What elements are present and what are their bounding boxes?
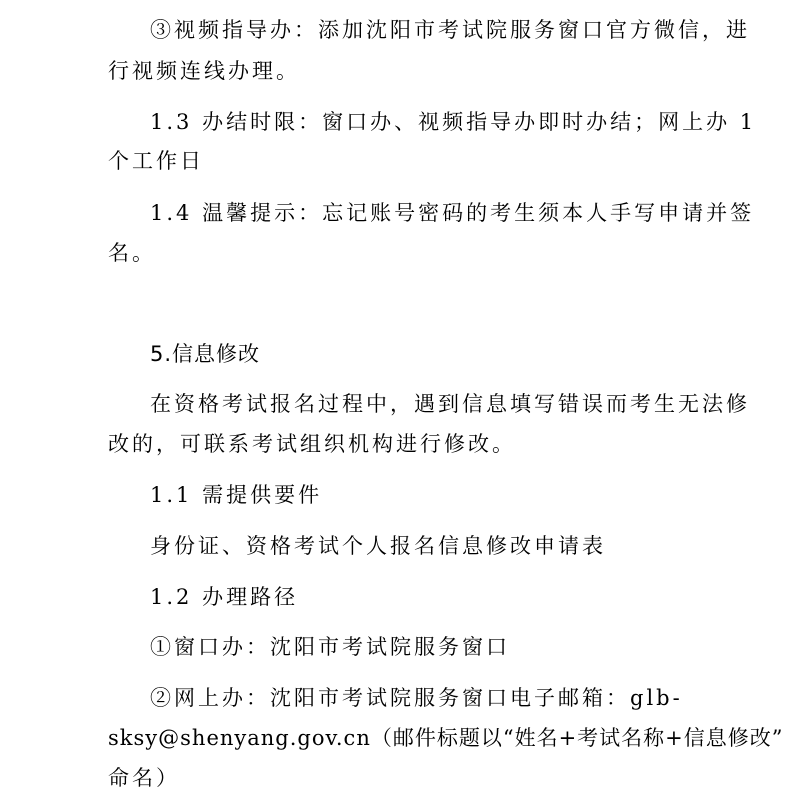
paragraph-line: ①窗口办：沈阳市考试院服务窗口 (150, 635, 510, 659)
paragraph-line: 命名） (108, 766, 180, 790)
paragraph-line: 在资格考试报名过程中，遇到信息填写错误而考生无法修 (150, 392, 750, 416)
paragraph-line: 行视频连线办理。 (108, 59, 300, 83)
paragraph-line: sksy@shenyang.gov.cn（邮件标题以“姓名+考试名称+信息修改” (108, 726, 784, 750)
paragraph-line: 1.2 办理路径 (150, 585, 299, 609)
paragraph-line: 1.1 需提供要件 (150, 483, 323, 507)
paragraph-line: 个工作日 (108, 149, 204, 173)
paragraph-line: 改的，可联系考试组织机构进行修改。 (108, 432, 516, 456)
paragraph-line: ③视频指导办：添加沈阳市考试院服务窗口官方微信，进 (150, 18, 750, 42)
paragraph-line: 名。 (108, 241, 156, 265)
paragraph-line: 1.4 温馨提示：忘记账号密码的考生须本人手写申请并签 (150, 201, 755, 225)
paragraph-line: 身份证、资格考试个人报名信息修改申请表 (150, 534, 606, 558)
paragraph-line: 1.3 办结时限：窗口办、视频指导办即时办结；网上办 1 (150, 110, 757, 134)
section-heading: 5.信息修改 (150, 342, 261, 366)
paragraph-line: ②网上办：沈阳市考试院服务窗口电子邮箱：glb- (150, 686, 683, 710)
